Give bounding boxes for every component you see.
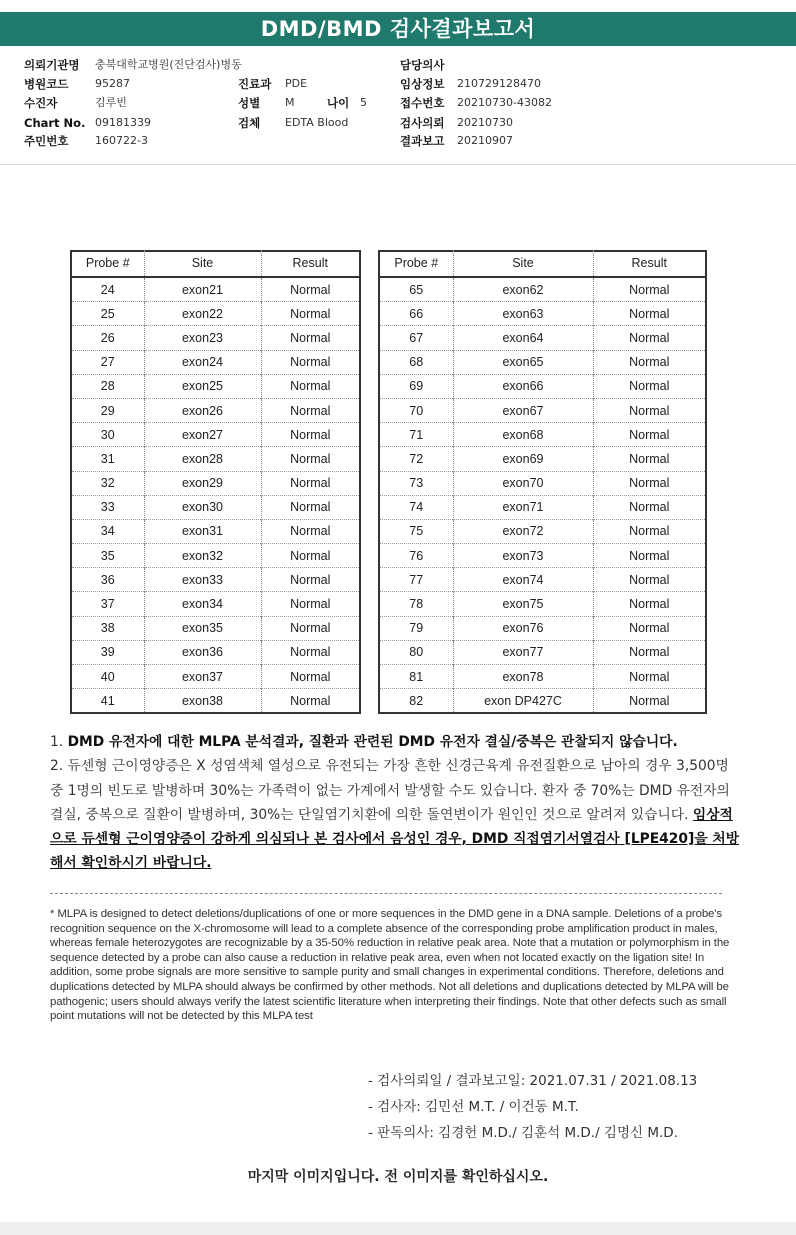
site-cell: exon23 [144,326,261,350]
resident-no-value: 160722-3 [95,134,148,147]
result-cell: Normal [593,277,705,302]
probe-cell: 35 [72,544,144,568]
result-cell: Normal [593,447,705,471]
probe-table-left [72,250,359,712]
result-cell: Normal [261,519,359,543]
probe-cell: 31 [72,447,144,471]
result-cell: Normal [261,616,359,640]
probe-cell: 32 [72,471,144,495]
hospital-code-value: 95287 [95,77,130,90]
result-cell: Normal [593,640,705,664]
site-cell: exon38 [144,689,261,713]
site-cell: exon30 [144,495,261,519]
table-row [380,326,705,350]
institution-label: 의뢰기관명 [24,58,80,72]
result-cell: Normal [593,326,705,350]
signature-physicians: - 판독의사: 김경헌 M.D./ 김훈석 M.D./ 김명신 M.D. [368,1125,678,1141]
probe-cell: 73 [380,471,453,495]
result-cell: Normal [261,665,359,689]
site-cell: exon67 [453,398,593,422]
table-row [380,568,705,592]
result-cell: Normal [593,519,705,543]
institution-value: 충북대학교병원(진단검사)병동 [95,58,242,71]
site-cell: exon22 [144,302,261,326]
header-site: Site [453,250,593,277]
department-value: PDE [285,77,308,90]
hospital-code-label: 병원코드 [24,77,69,91]
result-cell: Normal [593,665,705,689]
header-result: Result [593,250,705,277]
site-cell: exon33 [144,568,261,592]
table-row [380,447,705,471]
table-row [380,640,705,664]
table-row [380,302,705,326]
probe-cell: 30 [72,423,144,447]
site-cell: exon74 [453,568,593,592]
table-row [72,568,359,592]
header-result: Result [261,250,359,277]
probe-cell: 78 [380,592,453,616]
dashed-divider [50,893,722,894]
table-row [72,326,359,350]
note-1-conclusion: DMD 유전자에 대한 MLPA 분석결과, 질환과 관련된 DMD 유전자 결실/중복은 관찰되지 않습니다. [67,734,678,750]
site-cell: exon71 [453,495,593,519]
site-cell: exon78 [453,665,593,689]
table-row [380,495,705,519]
probe-cell: 28 [72,374,144,398]
result-cell: Normal [593,374,705,398]
site-cell: exon34 [144,592,261,616]
site-cell: exon72 [453,519,593,543]
note-2-text: 2. 듀센형 근이영양증은 X 성염색체 열성으로 유전되는 가장 흔한 신경근육계 유전질환으로 남아의 경우 3,500명 중 1명의 빈도로 발병하며 30%는 가족력이 없는 가계에서 발생할 수도 있습니다. 환자 중 70%는 DMD 유전자의 결실, 중복으로 질환이 발병하며, 30%는 단일염기치환에 의한 돌연변이가 원인인 것으로 알려져 있습니다. [50,758,730,823]
specimen-label: 검체 [238,116,261,130]
table-row [380,277,705,302]
result-cell: Normal [261,471,359,495]
probe-cell: 69 [380,374,453,398]
table-row [72,495,359,519]
signature-dates: - 검사의뢰일 / 결과보고일: 2021.07.31 / 2021.08.13 [368,1073,698,1089]
table-row [380,398,705,422]
result-cell: Normal [261,302,359,326]
table-row [380,592,705,616]
table-row [72,544,359,568]
result-cell: Normal [593,495,705,519]
result-cell: Normal [261,544,359,568]
probe-cell: 29 [72,398,144,422]
receipt-no-value: 20210730-43082 [457,96,552,109]
probe-cell: 27 [72,350,144,374]
result-cell: Normal [593,471,705,495]
probe-cell: 80 [380,640,453,664]
probe-cell: 37 [72,592,144,616]
site-cell: exon63 [453,302,593,326]
result-cell: Normal [261,689,359,713]
result-cell: Normal [593,616,705,640]
probe-table-right [380,250,705,712]
table-row [72,689,359,713]
site-cell: exon24 [144,350,261,374]
patient-label: 수진자 [24,96,58,110]
table-row [72,423,359,447]
site-cell: exon21 [144,277,261,302]
request-date-label: 검사의뢰 [400,116,445,130]
table-row [380,665,705,689]
site-cell: exon36 [144,640,261,664]
clinical-info-label: 임상정보 [400,77,445,91]
probe-cell: 33 [72,495,144,519]
probe-cell: 75 [380,519,453,543]
site-cell: exon70 [453,471,593,495]
interpretation-notes [50,730,740,876]
probe-cell: 39 [72,640,144,664]
age-value: 5 [360,96,367,109]
result-cell: Normal [261,398,359,422]
doctor-label: 담당의사 [400,58,445,72]
site-cell: exon66 [453,374,593,398]
result-cell: Normal [261,326,359,350]
probe-cell: 81 [380,665,453,689]
probe-cell: 68 [380,350,453,374]
signature-technicians: - 검사자: 김민선 M.T. / 이건동 M.T. [368,1099,579,1115]
request-date-value: 20210730 [457,116,513,129]
probe-cell: 41 [72,689,144,713]
probe-cell: 67 [380,326,453,350]
site-cell: exon27 [144,423,261,447]
table-row [72,374,359,398]
site-cell: exon75 [453,592,593,616]
probe-cell: 70 [380,398,453,422]
patient-info-block [0,52,796,165]
receipt-no-label: 접수번호 [400,96,445,110]
specimen-value: EDTA Blood [285,116,349,129]
result-cell: Normal [593,689,705,713]
site-cell: exon73 [453,544,593,568]
footer-bar [0,1222,796,1235]
table-row [72,640,359,664]
probe-cell: 82 [380,689,453,713]
last-image-message: 마지막 이미지입니다. 전 이미지를 확인하십시오. [247,1169,549,1185]
site-cell: exon37 [144,665,261,689]
probe-cell: 74 [380,495,453,519]
header-site: Site [144,250,261,277]
probe-cell: 79 [380,616,453,640]
table-row [380,616,705,640]
result-cell: Normal [593,568,705,592]
site-cell: exon29 [144,471,261,495]
note-2-recommendation: 임상적으로 듀센형 근이영양증이 강하게 의심되나 본 검사에서 음성인 경우, DMD 직접염기서열검사 [LPE420]을 처방해서 확인하시기 바랍니다. [50,806,740,872]
sex-label: 성별 [238,96,261,110]
result-cell: Normal [593,423,705,447]
probe-cell: 76 [380,544,453,568]
result-cell: Normal [261,350,359,374]
site-cell: exon62 [453,277,593,302]
table-row [72,447,359,471]
table-row [72,471,359,495]
probe-cell: 24 [100,282,115,297]
table-row [380,689,705,713]
probe-cell: 36 [72,568,144,592]
table-row [380,471,705,495]
site-cell: exon DP427C [453,689,593,713]
result-cell: Normal [593,398,705,422]
note-1: 1. DMD 유전자에 대한 MLPA 분석결과, 질환과 관련된 DMD 유전자 결실/중복은 관찰되지 않습니다. [50,734,678,750]
site-cell: exon26 [144,398,261,422]
result-cell: Normal [261,447,359,471]
result-cell: Normal [261,374,359,398]
table-row [72,277,359,302]
result-cell: Normal [593,592,705,616]
site-cell: exon28 [144,447,261,471]
header-probe: Probe # [380,250,453,277]
site-cell: exon69 [453,447,593,471]
site-cell: exon35 [144,616,261,640]
report-title: DMD/BMD 검사결과보고서 [0,12,796,46]
result-cell: Normal [261,495,359,519]
age-label: 나이 [327,96,350,110]
report-date-value: 20210907 [457,134,513,147]
result-cell: Normal [261,592,359,616]
probe-cell: 25 [72,302,144,326]
probe-cell: 26 [72,326,144,350]
table-row [72,302,359,326]
table-row [380,350,705,374]
probe-cell: 66 [380,302,453,326]
result-cell: Normal [593,302,705,326]
probe-cell: 71 [380,423,453,447]
chart-no-label: Chart No. [24,116,86,130]
site-cell: exon65 [453,350,593,374]
table-row [72,398,359,422]
report-date-label: 결과보고 [400,134,445,148]
result-cell: Normal [593,350,705,374]
site-cell: exon68 [453,423,593,447]
site-cell: exon31 [144,519,261,543]
table-row [72,592,359,616]
table-row [72,519,359,543]
result-cell: Normal [261,423,359,447]
table-row [380,374,705,398]
probe-cell: 40 [72,665,144,689]
site-cell: exon25 [144,374,261,398]
site-cell: exon76 [453,616,593,640]
sex-value: M [285,96,295,109]
site-cell: exon32 [144,544,261,568]
table-row [380,519,705,543]
clinical-info-value: 210729128470 [457,77,541,90]
site-cell: exon77 [453,640,593,664]
table-row [72,616,359,640]
header-probe: Probe # [72,250,144,277]
result-cell: Normal [261,277,359,302]
table-row [380,423,705,447]
resident-no-label: 주민번호 [24,134,69,148]
patient-value: 김루빈 [95,96,127,109]
probe-cell: 72 [380,447,453,471]
table-row [72,350,359,374]
site-cell: exon64 [453,326,593,350]
table-row [380,544,705,568]
department-label: 진료과 [238,77,272,91]
chart-no-value: 09181339 [95,116,151,129]
note-2 [50,754,740,875]
result-cell: Normal [261,568,359,592]
result-cell: Normal [261,640,359,664]
probe-cell: 65 [409,282,424,297]
probe-cell: 34 [72,519,144,543]
result-cell: Normal [593,544,705,568]
probe-cell: 77 [380,568,453,592]
mlpa-disclaimer: * MLPA is designed to detect deletions/duplications of one or more sequences in the DMD gene in a DNA sample. Deletions of a probe's recognition sequence on the X-chromosome will lead to a complete absence of the corresponding probe amplification product in males, whereas female heterozygotes are recognizable by a 35-50% reduction in relative peak area. Note that a mutation or polymorphism in the sequence detected by a probe can also cause a reduction in relative peak area, even when not located exactly on the ligation site! In addition, some probe signals are more sensitive to sample purity and small changes in experimental conditions. Therefore, deletions and duplications detected by MLPA should always be confirmed by other methods. Not all deletions and duplications detected by MLPA will be pathogenic; users should always verify the latest scientific literature when interpreting their findings. Note that other defects such as small point mutations will not be detected by this MLPA test [50,908,730,1023]
probe-cell: 38 [72,616,144,640]
table-row [72,665,359,689]
